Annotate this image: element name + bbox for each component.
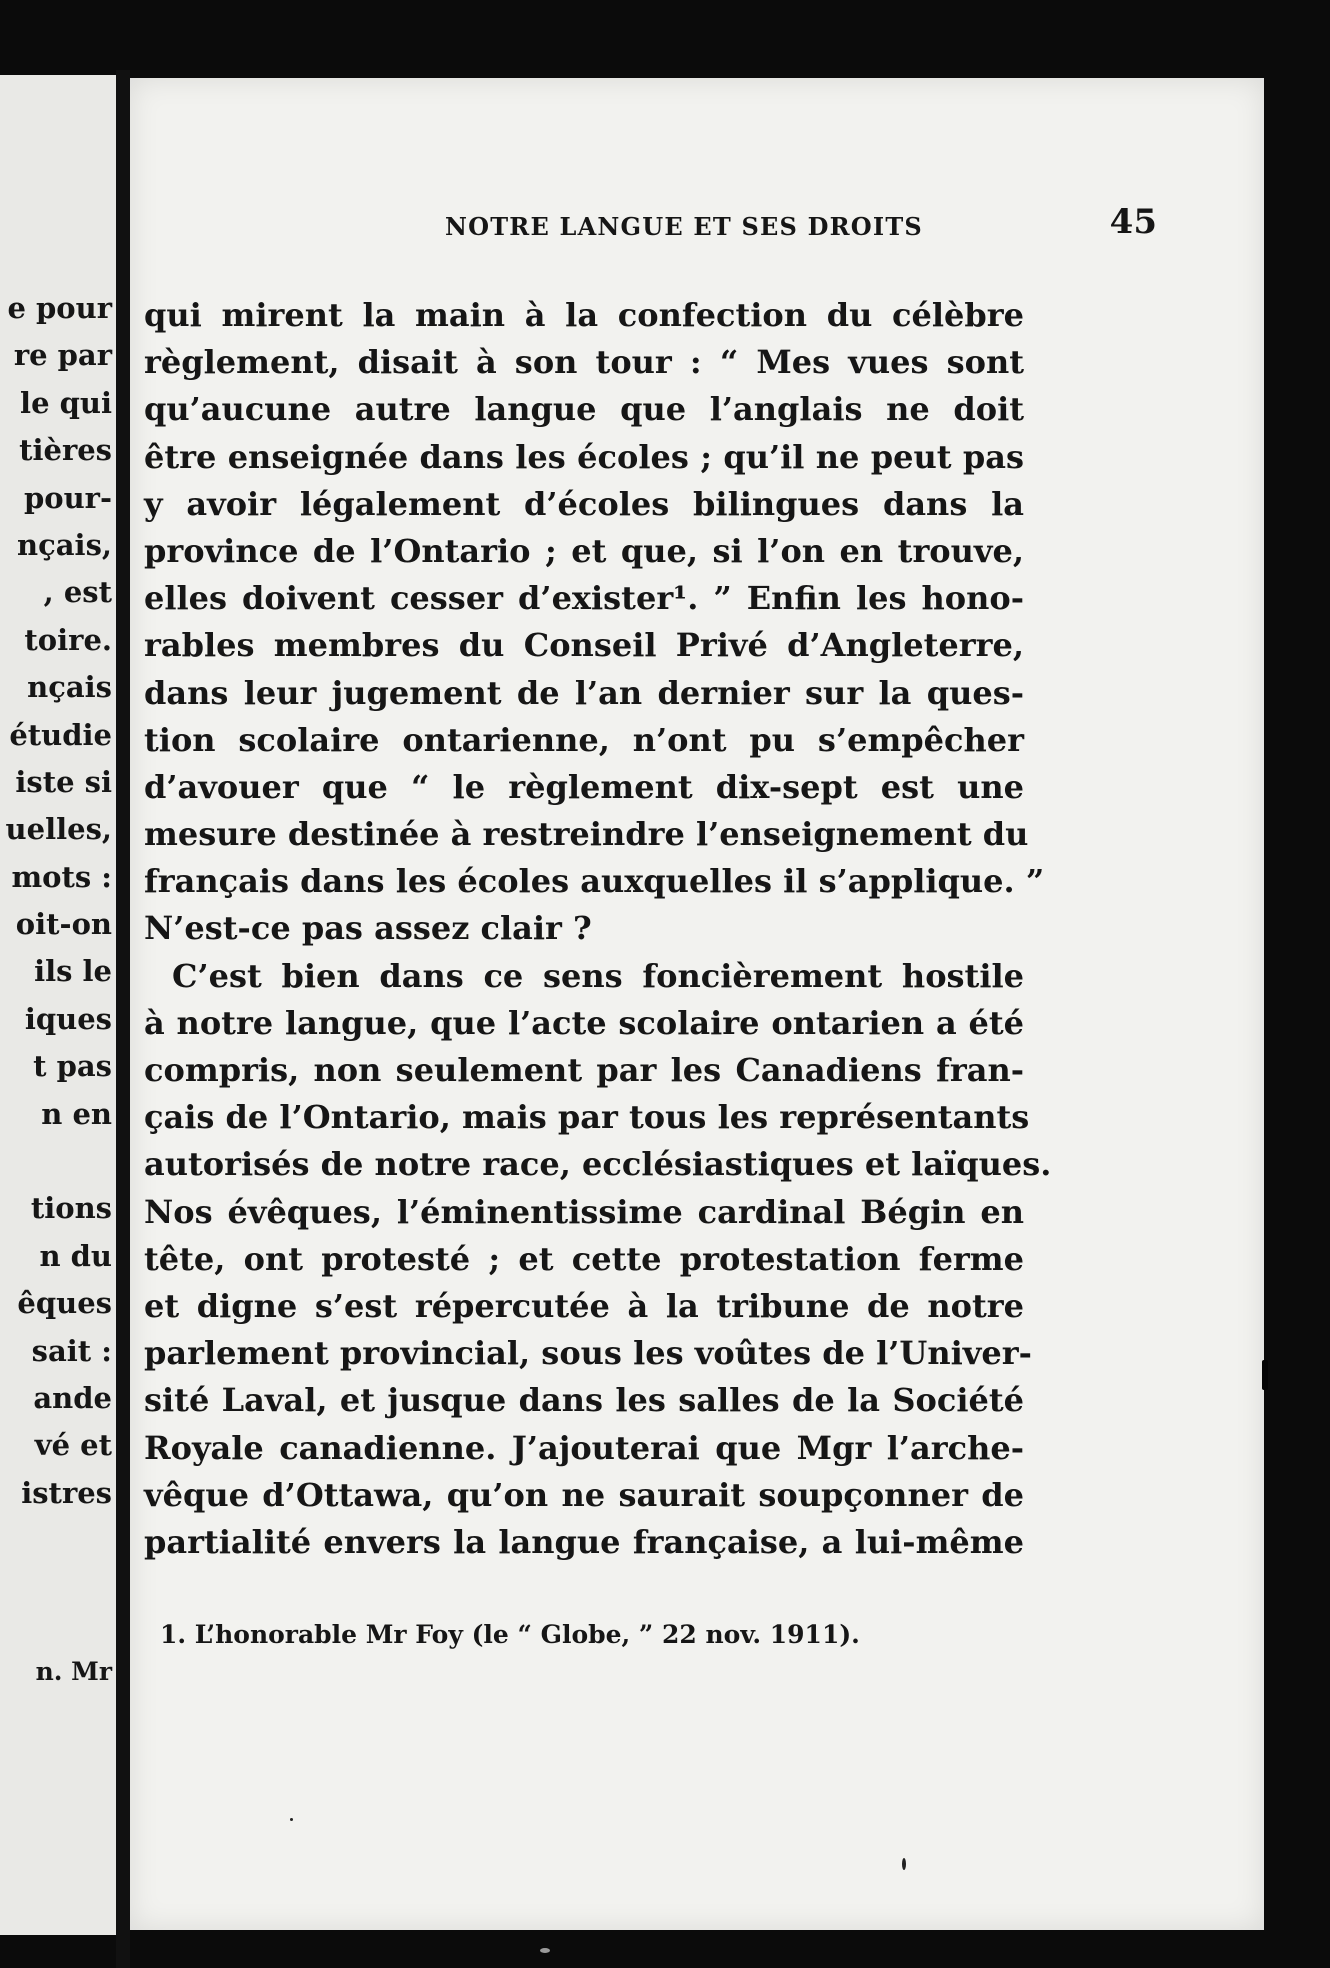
text-line: elles doivent cesser d’exister¹. ” Enfin les hono- — [144, 579, 1024, 618]
text-line: Royale canadienne. J’ajouterai que Mgr l’arche- — [144, 1428, 1024, 1467]
text-line: règlement, disait à son tour : “ Mes vues sont — [144, 343, 1024, 382]
page-number: 45 — [1109, 202, 1157, 242]
book-page — [130, 78, 1264, 1930]
text-line: province de l’Ontario ; et que, si l’on en trouve, — [144, 531, 1024, 570]
paragraph-start-line: C’est bien dans ce sens foncièrement hostile — [172, 956, 1024, 995]
text-line: vêque d’Ottawa, qu’on ne saurait soupçonner de — [144, 1475, 1024, 1514]
text-line: y avoir légalement d’écoles bilingues dans la — [144, 484, 1024, 523]
previous-page-line: étudie — [9, 717, 112, 752]
text-line: dans leur jugement de l’an dernier sur la ques- — [144, 673, 1024, 712]
previous-page-line: le qui — [20, 385, 112, 420]
scan-speck — [290, 1818, 293, 1821]
previous-page-line: , est — [43, 575, 112, 610]
previous-page-line: tions — [30, 1191, 112, 1226]
text-line: çais de l’Ontario, mais par tous les représentants — [144, 1098, 1030, 1137]
scan-speck — [540, 1948, 550, 1953]
text-line: qui mirent la main à la confection du célèbre — [144, 296, 1024, 334]
previous-page-line: sait : — [31, 1333, 112, 1368]
text-line: parlement provincial, sous les voûtes de l’Univer- — [144, 1334, 1032, 1373]
text-line: autorisés de notre race, ecclésiastiques et laïques. — [144, 1145, 1052, 1184]
previous-page-line: vé et — [34, 1428, 112, 1463]
text-line: et digne s’est répercutée à la tribune de notre — [144, 1286, 1024, 1325]
previous-page-footnote-fragment: n. Mr — [35, 1657, 112, 1686]
previous-page-line: istres — [21, 1475, 112, 1510]
previous-page-line: ande — [33, 1380, 112, 1415]
previous-page-line: nçais, — [17, 527, 112, 562]
previous-page-line: n du — [39, 1238, 112, 1273]
previous-page-line: re par — [13, 338, 112, 373]
footnote: 1. L’honorable Mr Foy (le “ Globe, ” 22 nov. 1911). — [160, 1620, 860, 1649]
text-line: Nos évêques, l’éminentissime cardinal Bégin en — [144, 1192, 1024, 1231]
previous-page-line: toire. — [24, 622, 112, 657]
previous-page-blank-line — [6, 1138, 112, 1185]
text-line: mesure destinée à restreindre l’enseignement du — [144, 815, 1029, 854]
previous-page-line: uelles, — [5, 812, 112, 847]
text-line: tion scolaire ontarienne, n’ont pu s’empêcher — [144, 720, 1024, 759]
text-line: qu’aucune autre langue que l’anglais ne doit — [144, 390, 1024, 429]
body-text — [144, 292, 1052, 1566]
running-title: NOTRE LANGUE ET SES DROITS — [445, 212, 923, 241]
text-line: sité Laval, et jusque dans les salles de la Société — [144, 1381, 1024, 1420]
text-line: tête, ont protesté ; et cette protestation ferme — [144, 1239, 1024, 1278]
text-line: compris, non seulement par les Canadiens fran- — [144, 1051, 1024, 1089]
previous-page-line: ils le — [34, 954, 112, 989]
previous-page-line: oit-on — [15, 907, 112, 942]
previous-page-line: t pas — [33, 1049, 112, 1084]
previous-page-line: mots : — [11, 859, 112, 894]
paragraph-end-line: N’est-ce pas assez clair ? — [144, 909, 592, 948]
previous-page-line: pour- — [23, 480, 112, 515]
previous-page-line: êques — [17, 1286, 112, 1321]
text-line: à notre langue, que l’acte scolaire ontarien a été — [144, 1003, 1024, 1042]
previous-page-line: iques — [24, 1001, 112, 1036]
previous-page-fragment — [0, 75, 116, 1935]
scan-speck — [1262, 1360, 1268, 1390]
book-gutter — [116, 70, 130, 1968]
previous-page-line: iste si — [15, 764, 112, 799]
previous-page-line: tières — [19, 433, 112, 468]
previous-page-line: e pour — [7, 291, 112, 325]
previous-page-line: n en — [41, 1096, 112, 1131]
previous-page-text — [6, 285, 112, 1517]
text-line: d’avouer que “ le règlement dix-sept est une — [144, 767, 1024, 806]
text-line: rables membres du Conseil Privé d’Angleterre, — [144, 626, 1024, 665]
text-line: partialité envers la langue française, a lui-même — [144, 1522, 1024, 1561]
text-line: français dans les écoles auxquelles il s’applique. ” — [144, 862, 1045, 901]
text-line: être enseignée dans les écoles ; qu’il ne peut pas — [144, 437, 1024, 476]
previous-page-line: nçais — [27, 670, 112, 705]
scan-speck — [902, 1858, 906, 1870]
running-header — [317, 202, 1157, 252]
